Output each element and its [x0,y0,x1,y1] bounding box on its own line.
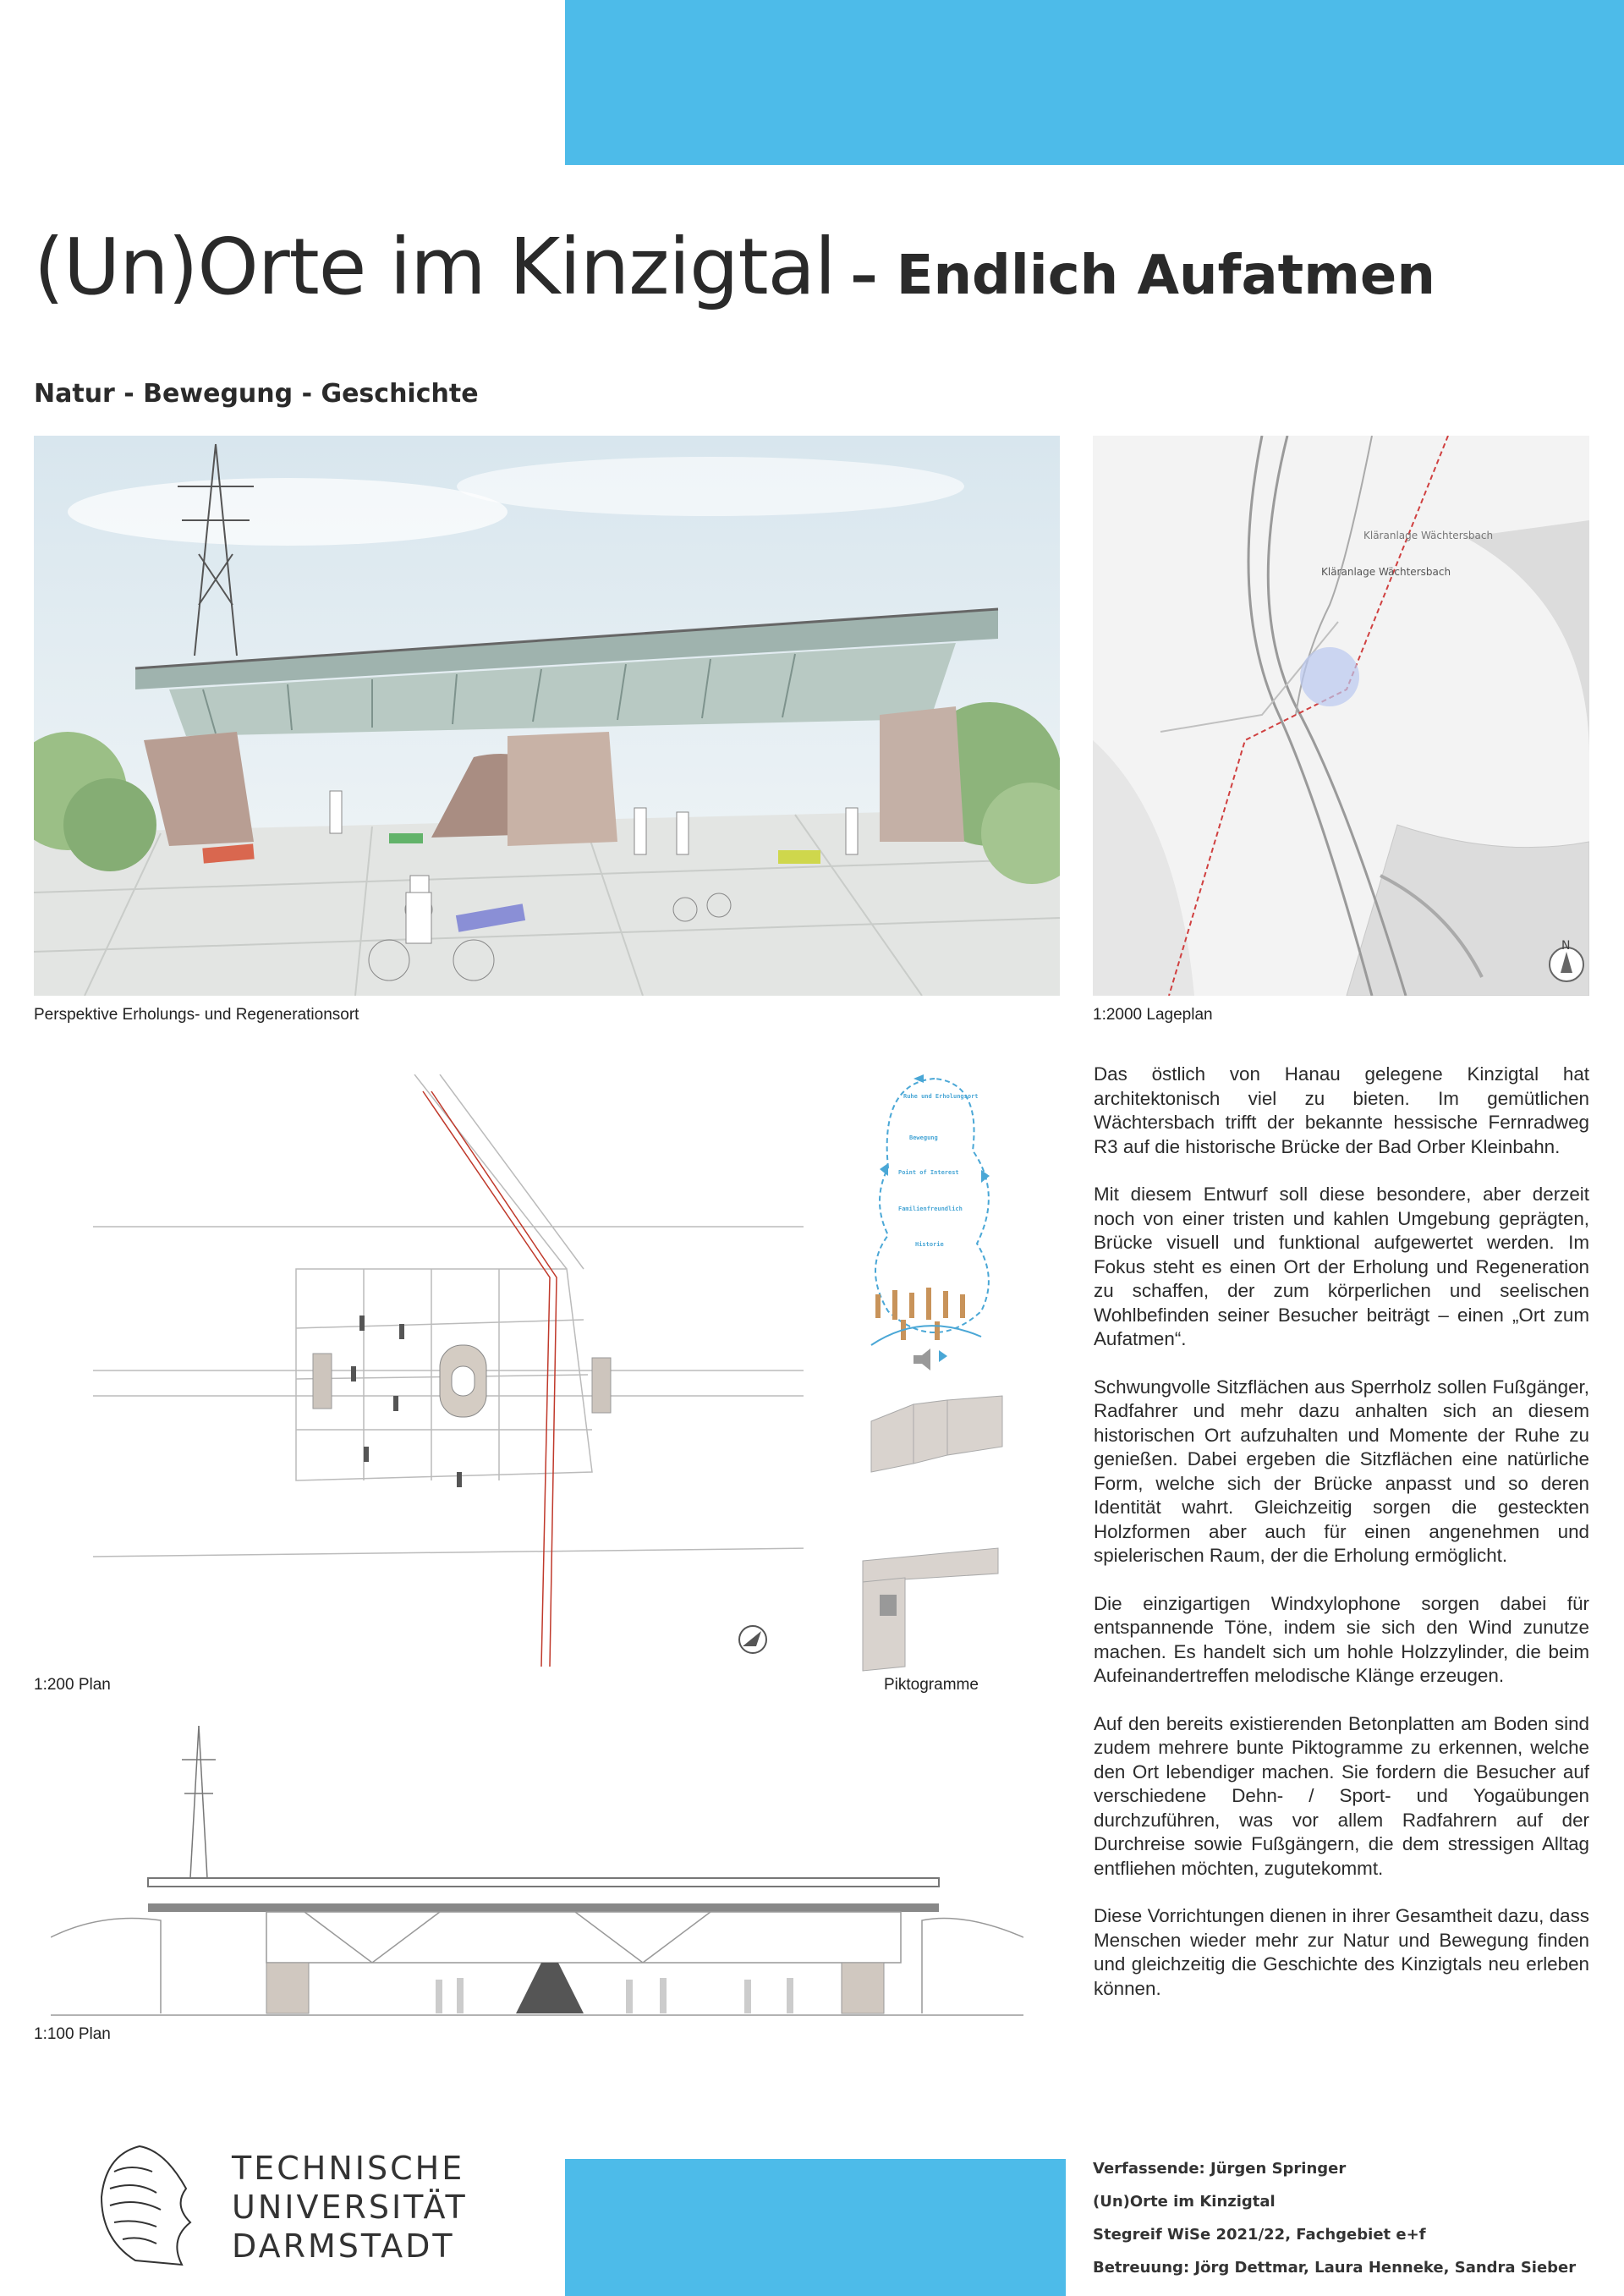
caption-pictograms: Piktogramme [884,1676,979,1694]
caption-perspective: Perspektive Erholungs- und Regenerationsort [34,1006,359,1024]
page-title [34,222,1435,312]
credits-project: (Un)Orte im Kinzigtal [1093,2193,1276,2211]
paragraph-5: Auf den bereits existierenden Betonplatten am Boden sind zudem mehrere bunte Piktogramme zu erkennen, welche den Ort lebendiger machen. Sie fordern die Besucher auf verschiedene Dehn- / Sport- und Yogaübungen durchzuführen, was vor allem Radfahrern auf der Durchreise sowie Fußgängern, die dem stressigen Alltag entfliehen möchten, zugutekommt. [1094,1712,1589,1879]
page-subtitle: Natur - Bewegung - Geschichte [34,379,479,409]
credits-course: Stegreif WiSe 2021/22, Fachgebiet e+f [1093,2226,1426,2244]
section-100-drawing [51,1709,1023,2030]
pictogram-diagram [854,1066,1015,1675]
top-accent-bar [565,0,1624,165]
bottom-accent-bar [565,2159,1066,2296]
caption-plan-200: 1:200 Plan [34,1676,111,1694]
title-main: (Un)Orte im Kinzigtal [34,222,836,312]
diagram-label-3: Point of Interest [898,1169,959,1176]
paragraph-6: Diese Vorrichtungen dienen in ihrer Gesamtheit dazu, dass Menschen wieder mehr zur Natur und Bewegung finden und gleichzeitig die Geschichte des Kinzigtals neu erleben können. [1094,1905,1589,1999]
site-plan-label-2: Kläranlage Wächtersbach [1321,566,1451,578]
diagram-label-5: Historie [915,1241,944,1248]
paragraph-1: Das östlich von Hanau gelegene Kinzigtal hat architektonisch viel zu bieten. Im gemütlichen Wächtersbach trifft der bekannte hessische Fernradweg R3 auf die historische Brücke der Bad Orber Kleinbahn. [1094,1063,1589,1157]
diagram-label-2: Bewegung [909,1134,938,1141]
perspective-image [34,436,1060,996]
site-plan-label-1: Kläranlage Wächtersbach [1363,530,1494,541]
paragraph-3: Schwungvolle Sitzflächen aus Sperrholz sollen Fußgänger, Radfahrer und mehr dazu anhalten sich an diesem historischen Ort aufzuhalten und Momente der Ruhe zu genießen. Dabei ergeben die Sitzflächen eine natürliche Form, welche sich der Brücke anpasst und so deren Identität wahrt. Gleichzeitig sorgen die gesteckten Holzformen aber auch für einen angenehmen und spielerischen Raum, der die Erholung ermöglicht. [1094,1376,1589,1566]
plan-200-drawing [93,1074,804,1667]
paragraph-4: Die einzigartigen Windxylophone sorgen dabei für entspannende Töne, indem sie sich den Wind zunutze machen. Es handelt sich um hohle Holzzylinder, die beim Aufeinandertreffen melodische Klänge erzeugen. [1094,1592,1589,1686]
credits-supervision: Betreuung: Jörg Dettmar, Laura Henneke, Sandra Sieber [1093,2259,1577,2277]
project-description [1094,1063,1589,2024]
speaker-icon [914,1348,930,1370]
university-line-1: TECHNISCHE [232,2150,465,2187]
university-line-3: DARMSTADT [232,2227,455,2265]
university-logo-icon [89,2138,211,2269]
diagram-label-1: Ruhe und Erholungsort [903,1093,979,1100]
diagram-label-4: Familienfreundlich [898,1206,963,1212]
caption-plan-100: 1:100 Plan [34,2025,111,2043]
north-label: N [1561,939,1571,953]
credits-block [1093,2152,1576,2284]
credits-authors: Verfassende: Jürgen Springer [1093,2160,1347,2178]
title-suffix: – Endlich Aufatmen [850,244,1435,307]
university-line-2: UNIVERSITÄT [232,2189,468,2226]
university-name [232,2149,468,2266]
site-plan-map [1093,436,1589,996]
paragraph-2: Mit diesem Entwurf soll diese besondere, aber derzeit noch von einer tristen und kahlen Umgebung geprägten, Brücke visuell und funktional aufgewertet werden. Im Fokus steht es einen Ort der Erholung und Regeneration zu schaffen, der zum körperlichen und seelischen Wohlbefinden seiner Besucher beiträgt – einen „Ort zum Aufatmen“. [1094,1184,1589,1349]
caption-site-plan: 1:2000 Lageplan [1093,1006,1213,1024]
